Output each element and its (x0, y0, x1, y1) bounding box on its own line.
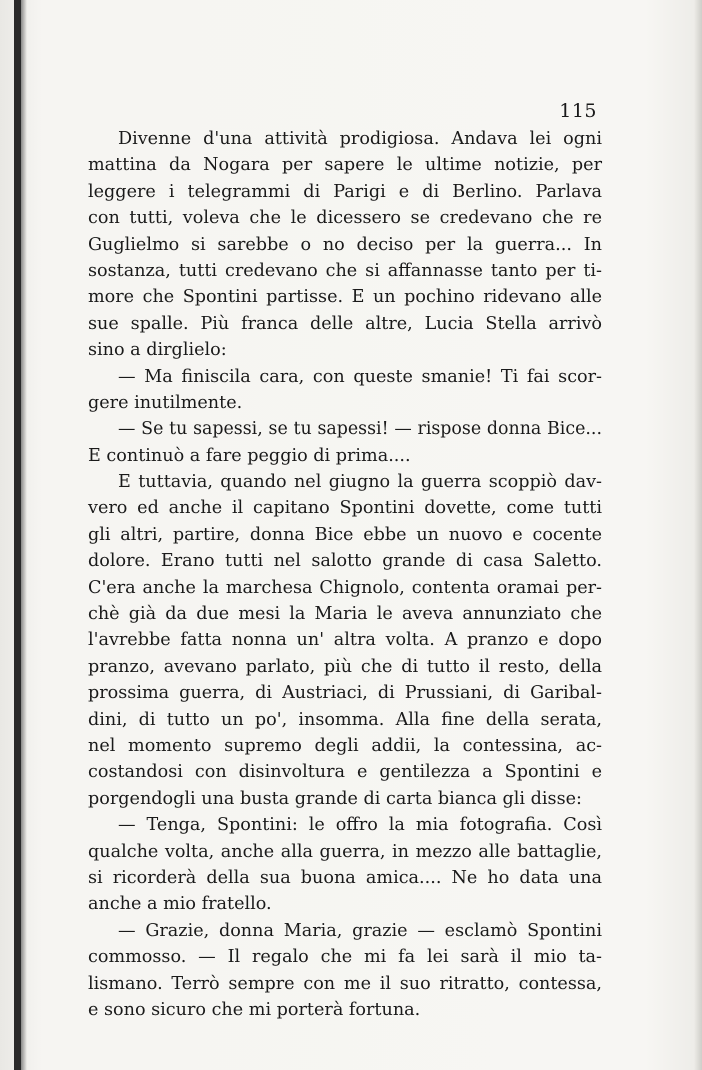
text-line: si ricorderà della sua buona amica.... Ne ho data una (88, 867, 602, 888)
text-line: sostanza, tutti credevano che si affannasse tanto per ti- (88, 260, 602, 281)
text-line: — Grazie, donna Maria, grazie — esclamò Spontini (118, 920, 602, 941)
text-line: dini, di tutto un po', insomma. Alla fine della serata, (88, 709, 602, 730)
text-line: porgendogli una busta grande di carta bianca gli disse: (88, 788, 582, 809)
page-spine-edge (14, 0, 21, 1070)
text-line: more che Spontini partisse. E un pochino ridevano alle (88, 287, 602, 308)
text-line: — Ma finiscila cara, con queste smanie! Ti fai scor- (118, 366, 602, 387)
text-line: C'era anche la marchesa Chignolo, contenta oramai per- (88, 577, 602, 598)
text-line: Guglielmo si sarebbe o no deciso per la guerra... In (88, 234, 602, 255)
text-line: — Tenga, Spontini: le offro la mia fotografia. Così (118, 815, 602, 836)
text-line: e sono sicuro che mi porterà fortuna. (88, 999, 421, 1020)
text-line: E continuò a fare peggio di prima.... (88, 445, 411, 466)
text-line: chè già da due mesi la Maria le aveva annunziato che (88, 604, 602, 625)
text-line: con tutti, voleva che le dicessero se credevano che re (88, 208, 602, 229)
page-number: 115 (559, 100, 597, 122)
text-line: leggere i telegrammi di Parigi e di Berlino. Parlava (88, 181, 602, 202)
text-line: vero ed anche il capitano Spontini dovette, come tutti (88, 498, 602, 519)
text-line: prossima guerra, di Austriaci, di Prussiani, di Garibal- (88, 683, 602, 704)
body-text (88, 126, 602, 1023)
text-line: costandosi con disinvoltura e gentilezza a Spontini e (88, 762, 602, 783)
text-line: nel momento supremo degli addii, la contessina, ac- (88, 735, 602, 756)
text-line: l'avrebbe fatta nonna un' altra volta. A pranzo e dopo (88, 630, 602, 651)
text-line: gere inutilmente. (88, 392, 243, 413)
page-right-edge (694, 0, 702, 1070)
text-line: lismano. Terrò sempre con me il suo ritratto, contessa, (88, 973, 602, 994)
text-line: — Se tu sapessi, se tu sapessi! — rispose donna Bice... (118, 419, 602, 440)
text-line: commosso. — Il regalo che mi fa lei sarà il mio ta- (88, 947, 602, 968)
text-line: sino a dirglielo: (88, 340, 227, 361)
text-line: pranzo, avevano parlato, più che di tutto il resto, della (88, 656, 602, 677)
text-line: mattina da Nogara per sapere le ultime notizie, per (88, 155, 602, 176)
text-line: sue spalle. Più franca delle altre, Lucia Stella arrivò (88, 313, 602, 334)
text-line: Divenne d'una attività prodigiosa. Andava lei ogni (118, 129, 602, 149)
text-line: gli altri, partire, donna Bice ebbe un nuovo e cocente (88, 524, 602, 545)
text-line: E tuttavia, quando nel giugno la guerra scoppiò dav- (118, 472, 602, 493)
text-line: dolore. Erano tutti nel salotto grande di casa Saletto. (88, 551, 602, 572)
spine-shadow (21, 0, 27, 1070)
text-line: qualche volta, anche alla guerra, in mezzo alle battaglie, (88, 841, 602, 862)
text-line: anche a mio fratello. (88, 894, 272, 915)
